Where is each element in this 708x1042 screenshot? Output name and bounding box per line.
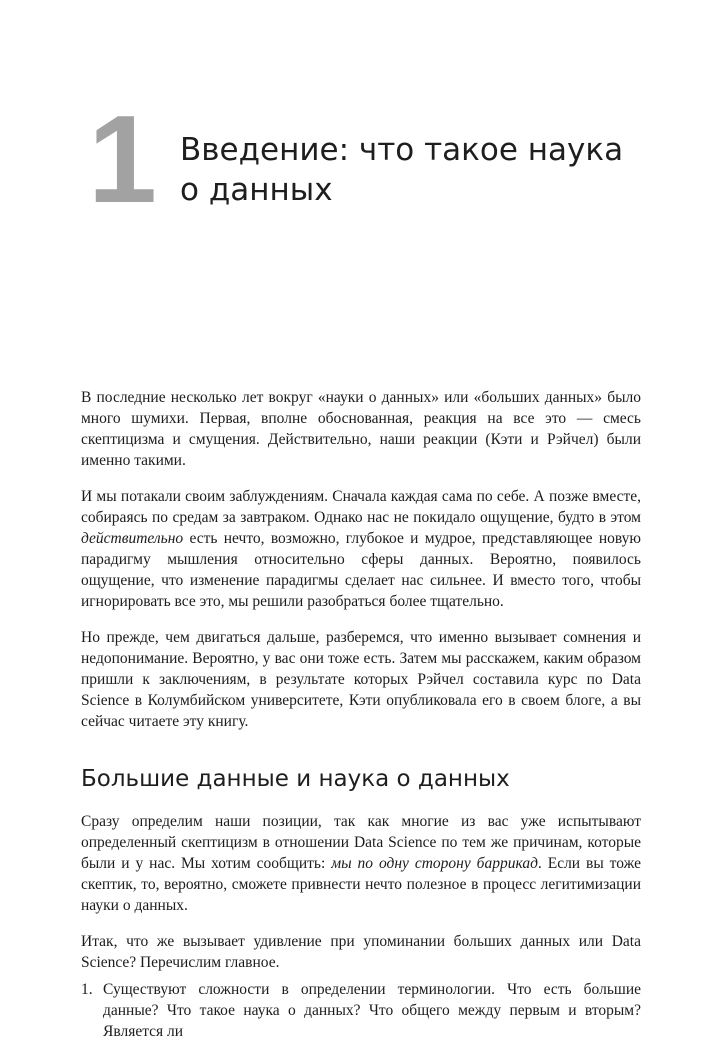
emphasis-text: действительно — [81, 530, 184, 547]
section-title: Большие данные и наука о данных — [81, 766, 510, 792]
paragraph-text: Сразу определим наши позиции, так как многие из вас уже испытывают определенный скептицизм в отношении Data Science по тем же причинам, которые были и у нас. Мы хотим сообщить: — [81, 813, 641, 872]
paragraph-position — [81, 811, 641, 916]
emphasis-text: мы по одну сторону баррикад — [331, 855, 538, 872]
paragraph-text: И мы потакали своим заблуждениям. Сначала каждая сама по себе. А позже вместе, собираясь по средам за завтраком. Однако нас не покидало ощущение, будто в этом — [81, 488, 641, 526]
paragraph-delusions — [81, 486, 641, 612]
paragraph-doubts: Но прежде, чем двигаться дальше, разберемся, что именно вызывает сомнения и недопонимание. Вероятно, у вас они тоже есть. Затем мы расскажем, каким образом пришли к заключениям, в результате которых Рэйчел составила курс по Data Science в Колумбийском университете, Кэти опубликовала его в своем блоге, а вы сейчас читаете эту книгу. — [81, 629, 641, 730]
list-item — [81, 979, 641, 1042]
list-number: 1. — [81, 981, 93, 998]
chapter-number: 1 — [88, 91, 155, 229]
paragraph-text: есть нечто, возможно, глубокое и мудрое, представляющее новую парадигму мышления относительно сферы данных. Вероятно, появилось ощущение, что изменение парадигмы сделает нас сильнее. И вместо того, чтобы игнорировать все это, мы решили разобраться более тщательно. — [81, 530, 641, 610]
paragraph-text: . Если вы тоже скептик, то, вероятно, сможете привнести нечто полезное в процесс легитимизации науки о данных. — [81, 855, 642, 914]
chapter-title: Введение: что такое наука о данных — [180, 132, 624, 208]
body-text — [81, 387, 641, 1042]
paragraph-list-intro: Итак, что же вызывает удивление при упоминании больших данных или Data Science? Перечислим главное. — [81, 933, 641, 971]
list-text: Существуют сложности в определении терминологии. Что есть большие данные? Что такое наука о данных? Что общего между первым и вторым? Является ли — [103, 981, 641, 1040]
paragraph-intro: В последние несколько лет вокруг «науки о данных» или «больших данных» было много шумихи. Первая, вполне обоснованная, реакция на все это — смесь скептицизма и смущения. Действительно, наши реакции (Кэти и Рэйчел) были именно такими. — [81, 389, 641, 469]
